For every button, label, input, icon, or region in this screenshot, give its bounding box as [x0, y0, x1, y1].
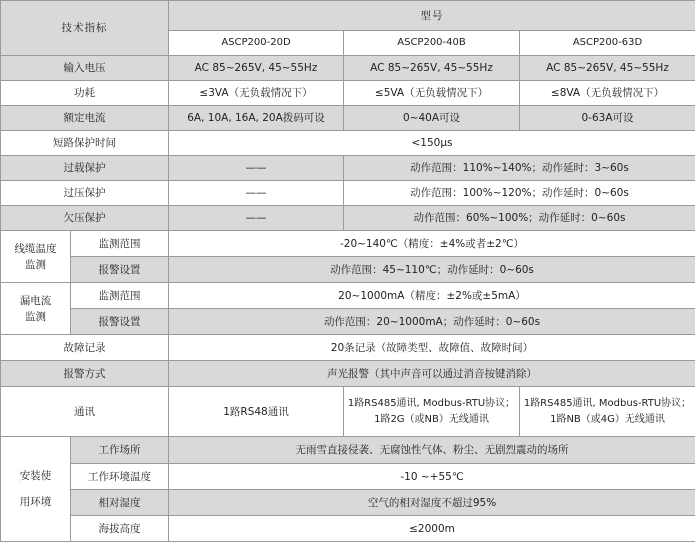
- sub-label: 监测范围: [71, 231, 169, 257]
- cell-value: AC 85~265V, 45~55Hz: [169, 56, 344, 81]
- cell-value: 0~40A可设: [344, 106, 520, 131]
- cell-dash: ——: [169, 181, 344, 206]
- row-cable-temp-alarm: [1, 257, 695, 283]
- cell-value: 6A, 10A, 16A, 20A拨码可设: [169, 106, 344, 131]
- comm-line: 1路NB（或4G）无线通讯: [550, 413, 665, 425]
- cell-value: -20~140℃（精度：±4%或者±2℃）: [169, 231, 695, 257]
- cell-dash: ——: [169, 206, 344, 231]
- cell-value-multiline: [344, 387, 520, 437]
- row-short-circuit: [1, 131, 695, 156]
- row-label: 报警方式: [1, 361, 169, 387]
- sub-label: 报警设置: [71, 309, 169, 335]
- cell-value: 动作范围：20~1000mA；动作延时：0~60s: [169, 309, 695, 335]
- cell-value: 0-63A可设: [520, 106, 695, 131]
- row-label: 故障记录: [1, 335, 169, 361]
- cell-dash: ——: [169, 156, 344, 181]
- model-63d: ASCP200-63D: [520, 31, 695, 56]
- model-20d: ASCP200-20D: [169, 31, 344, 56]
- row-power: [1, 81, 695, 106]
- cell-value: <150μs: [169, 131, 695, 156]
- row-leakage-alarm: [1, 309, 695, 335]
- row-input-voltage: [1, 56, 695, 81]
- comm-line: 1路RS485通讯, Modbus-RTU协议；: [523, 397, 692, 409]
- group-label-env: [1, 437, 71, 542]
- group-label-leakage: [1, 283, 71, 335]
- row-env-temp: [1, 464, 695, 490]
- cell-value: AC 85~265V, 45~55Hz: [520, 56, 695, 81]
- group-label-line: 监测: [25, 258, 46, 271]
- model-40b: ASCP200-40B: [344, 31, 520, 56]
- group-label-cable-temp: [1, 231, 71, 283]
- row-overvoltage: [1, 181, 695, 206]
- cell-value: -10 ~+55℃: [169, 464, 695, 490]
- row-leakage-monitor: [1, 283, 695, 309]
- sub-label: 工作场所: [71, 437, 169, 464]
- cell-value: 1路RS48通讯: [169, 387, 344, 437]
- spec-header-cell: 技术指标: [1, 1, 169, 56]
- group-label-line: 监测: [25, 310, 46, 323]
- row-overload: [1, 156, 695, 181]
- cell-value: 动作范围：100%~120%；动作延时：0~60s: [344, 181, 695, 206]
- cell-value: 空气的相对湿度不超过95%: [169, 490, 695, 516]
- row-undervoltage: [1, 206, 695, 231]
- header-row: [1, 1, 695, 31]
- sub-label: 监测范围: [71, 283, 169, 309]
- group-label-line: 漏电流: [19, 294, 52, 307]
- row-label: 欠压保护: [1, 206, 169, 231]
- sub-label: 工作环境温度: [71, 464, 169, 490]
- row-label: 短路保护时间: [1, 131, 169, 156]
- sub-label: 报警设置: [71, 257, 169, 283]
- cell-value: ≤3VA（无负载情况下）: [169, 81, 344, 106]
- row-env-place: [1, 437, 695, 464]
- row-env-altitude: [1, 516, 695, 542]
- model-header-cell: 型号: [169, 1, 695, 31]
- row-alarm-mode: [1, 361, 695, 387]
- row-fault-record: [1, 335, 695, 361]
- row-label: 输入电压: [1, 56, 169, 81]
- group-label-line: 用环境: [19, 496, 52, 508]
- row-env-humidity: [1, 490, 695, 516]
- sub-label: 相对湿度: [71, 490, 169, 516]
- cell-value: 20~1000mA（精度：±2%或±5mA）: [169, 283, 695, 309]
- cell-value: ≤2000m: [169, 516, 695, 542]
- row-label: 过载保护: [1, 156, 169, 181]
- row-label: 过压保护: [1, 181, 169, 206]
- cell-value: 动作范围：110%~140%；动作延时：3~60s: [344, 156, 695, 181]
- cell-value-multiline: [520, 387, 695, 437]
- cell-value: 无雨雪直接侵袭、无腐蚀性气体、粉尘、无剧烈震动的场所: [169, 437, 695, 464]
- sub-label: 海拔高度: [71, 516, 169, 542]
- cell-value: 动作范围：60%~100%；动作延时：0~60s: [344, 206, 695, 231]
- cell-value: 动作范围：45~110℃；动作延时：0~60s: [169, 257, 695, 283]
- row-cable-temp-monitor: [1, 231, 695, 257]
- row-label: 功耗: [1, 81, 169, 106]
- cell-value: ≤5VA（无负载情况下）: [344, 81, 520, 106]
- group-label-line: 安装使: [19, 470, 52, 482]
- group-label-line: 线缆温度: [14, 242, 57, 255]
- cell-value: 20条记录（故障类型、故障值、故障时间）: [169, 335, 695, 361]
- cell-value: AC 85~265V, 45~55Hz: [344, 56, 520, 81]
- row-rated-current: [1, 106, 695, 131]
- comm-line: 1路2G（或NB）无线通讯: [374, 413, 489, 425]
- cell-value: 声光报警（其中声音可以通过消音按键消除）: [169, 361, 695, 387]
- row-comm: [1, 387, 695, 437]
- comm-line: 1路RS485通讯, Modbus-RTU协议；: [347, 397, 516, 409]
- row-label: 通讯: [1, 387, 169, 437]
- cell-value: ≤8VA（无负载情况下）: [520, 81, 695, 106]
- row-label: 额定电流: [1, 106, 169, 131]
